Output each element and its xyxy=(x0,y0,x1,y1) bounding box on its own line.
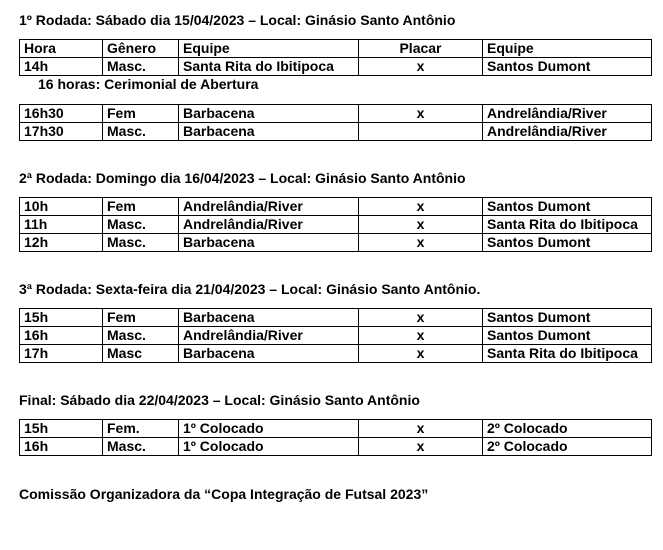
cell-hora: 16h30 xyxy=(20,105,103,123)
cell-equipe-1: Barbacena xyxy=(179,123,359,141)
cell-genero: Masc. xyxy=(103,438,179,456)
cell-hora: 12h xyxy=(20,234,103,252)
cell-genero: Fem. xyxy=(103,420,179,438)
cell-placar: x xyxy=(359,58,483,76)
header-hora: Hora xyxy=(20,40,103,58)
final-title: Final: Sábado dia 22/04/2023 – Local: Ginásio Santo Antônio xyxy=(19,392,420,408)
final-table xyxy=(19,419,652,456)
cell-genero: Masc. xyxy=(103,234,179,252)
cell-hora: 15h xyxy=(20,309,103,327)
cell-placar: x xyxy=(359,327,483,345)
cell-equipe-1: Andrelândia/River xyxy=(179,216,359,234)
cell-placar: x xyxy=(359,420,483,438)
rodada1-title: 1º Rodada: Sábado dia 15/04/2023 – Local: Ginásio Santo Antônio xyxy=(19,12,456,28)
cell-genero: Masc xyxy=(103,345,179,363)
cell-equipe-1: Barbacena xyxy=(179,309,359,327)
cell-genero: Fem xyxy=(103,309,179,327)
cell-equipe-1: Barbacena xyxy=(179,234,359,252)
cell-genero: Masc. xyxy=(103,58,179,76)
header-equipe-2: Equipe xyxy=(483,40,652,58)
cell-hora: 16h xyxy=(20,438,103,456)
table-row xyxy=(20,198,652,216)
cell-equipe-2: 2º Colocado xyxy=(483,438,652,456)
cell-equipe-2: Santa Rita do Ibitipoca xyxy=(483,216,652,234)
header-equipe-1: Equipe xyxy=(179,40,359,58)
cell-placar: x xyxy=(359,198,483,216)
cell-genero: Fem xyxy=(103,105,179,123)
cell-placar: x xyxy=(359,345,483,363)
cell-placar: x xyxy=(359,438,483,456)
abertura-note: 16 horas: Cerimonial de Abertura xyxy=(38,76,259,92)
cell-equipe-2: Santos Dumont xyxy=(483,58,652,76)
table-row xyxy=(20,234,652,252)
header-placar: Placar xyxy=(359,40,483,58)
table-row xyxy=(20,309,652,327)
cell-placar xyxy=(359,123,483,141)
cell-hora: 17h30 xyxy=(20,123,103,141)
cell-equipe-1: Santa Rita do Ibitipoca xyxy=(179,58,359,76)
table-row xyxy=(20,105,652,123)
rodada2-table xyxy=(19,197,652,252)
table-row xyxy=(20,123,652,141)
cell-equipe-1: Andrelândia/River xyxy=(179,327,359,345)
footer-text: Comissão Organizadora da “Copa Integração de Futsal 2023” xyxy=(19,486,429,502)
rodada2-title: 2ª Rodada: Domingo dia 16/04/2023 – Local: Ginásio Santo Antônio xyxy=(19,170,466,186)
cell-genero: Masc. xyxy=(103,327,179,345)
cell-equipe-2: Santos Dumont xyxy=(483,309,652,327)
cell-equipe-1: 1º Colocado xyxy=(179,420,359,438)
cell-equipe-1: Barbacena xyxy=(179,105,359,123)
cell-equipe-1: Andrelândia/River xyxy=(179,198,359,216)
table-row xyxy=(20,327,652,345)
cell-placar: x xyxy=(359,216,483,234)
cell-hora: 16h xyxy=(20,327,103,345)
table-header-row xyxy=(20,40,652,58)
header-genero: Gênero xyxy=(103,40,179,58)
cell-hora: 15h xyxy=(20,420,103,438)
cell-placar: x xyxy=(359,105,483,123)
cell-genero: Masc. xyxy=(103,123,179,141)
cell-equipe-2: Santos Dumont xyxy=(483,234,652,252)
cell-equipe-2: Santos Dumont xyxy=(483,198,652,216)
cell-hora: 14h xyxy=(20,58,103,76)
cell-equipe-2: 2º Colocado xyxy=(483,420,652,438)
cell-equipe-1: Barbacena xyxy=(179,345,359,363)
cell-equipe-2: Andrelândia/River xyxy=(483,123,652,141)
cell-placar: x xyxy=(359,309,483,327)
cell-hora: 11h xyxy=(20,216,103,234)
cell-hora: 10h xyxy=(20,198,103,216)
cell-equipe-2: Santa Rita do Ibitipoca xyxy=(483,345,652,363)
table-row xyxy=(20,438,652,456)
cell-hora: 17h xyxy=(20,345,103,363)
cell-equipe-2: Santos Dumont xyxy=(483,327,652,345)
cell-placar: x xyxy=(359,234,483,252)
table-row xyxy=(20,345,652,363)
rodada3-title: 3ª Rodada: Sexta-feira dia 21/04/2023 – Local: Ginásio Santo Antônio. xyxy=(19,281,481,297)
cell-genero: Masc. xyxy=(103,216,179,234)
table-row xyxy=(20,420,652,438)
rodada3-table xyxy=(19,308,652,363)
cell-genero: Fem xyxy=(103,198,179,216)
cell-equipe-1: 1º Colocado xyxy=(179,438,359,456)
cell-equipe-2: Andrelândia/River xyxy=(483,105,652,123)
table-row xyxy=(20,216,652,234)
table-row xyxy=(20,58,652,76)
rodada1-table xyxy=(19,39,652,76)
rodada1-table-continued xyxy=(19,104,652,141)
